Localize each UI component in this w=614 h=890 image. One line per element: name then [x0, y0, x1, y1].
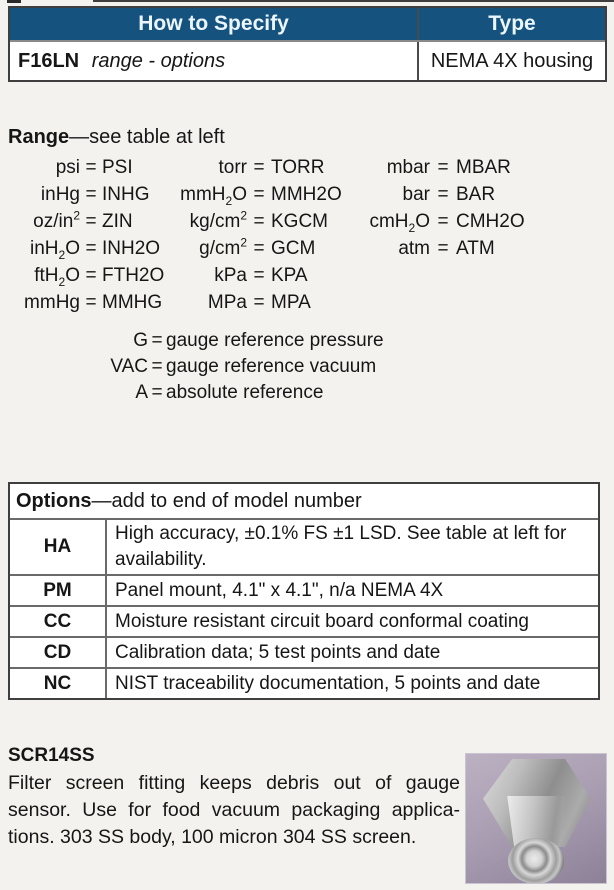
unit-order-code: BAR [456, 184, 496, 205]
unit-order-code: MMHG [102, 292, 163, 313]
unit-equation [8, 154, 183, 181]
unit-order-code: INH2O [102, 238, 161, 259]
option-row [10, 574, 598, 605]
option-code: CD [10, 638, 107, 667]
unit-order-code: FTH2O [102, 265, 165, 286]
option-description-text: Moisture resistant circuit board conformal coating [115, 610, 529, 632]
unit-symbol-text: O [65, 265, 80, 286]
unit-symbol-text: mmH [180, 184, 226, 205]
unit-symbol-text: bar [402, 184, 430, 205]
reference-code: G [133, 330, 148, 351]
equals-sign: = [437, 184, 449, 205]
unit-symbol-text: kg/cm [189, 211, 241, 232]
unit-equation [358, 235, 573, 262]
accessory-description-line: tions. 303 SS body, 100 micron 304 SS screen. [8, 826, 417, 848]
option-row [10, 636, 598, 667]
unit-symbol-text: mmHg [24, 292, 80, 313]
unit-symbol [358, 181, 430, 208]
range-section [8, 126, 606, 416]
unit-symbol [175, 154, 247, 181]
equals-sign: = [437, 211, 449, 232]
unit-equation [175, 262, 370, 289]
equals-sign: = [151, 330, 163, 351]
unit-order-code: KGCM [271, 211, 328, 232]
unit-symbol-text: MPa [207, 292, 247, 313]
unit-symbol-sup: 2 [240, 208, 247, 223]
equals-sign: = [85, 184, 97, 205]
option-description-text: Calibration data; 5 test points and date [115, 641, 441, 663]
unit-symbol-text: kPa [214, 265, 247, 286]
equals-sign: = [253, 265, 265, 286]
accessory-description-line: Filter screen fitting keeps debris out of gauge [8, 772, 460, 794]
range-unit-column-2 [175, 154, 370, 316]
unit-equation [8, 181, 183, 208]
unit-equation [175, 289, 370, 316]
unit-symbol [358, 235, 430, 262]
unit-symbol [358, 154, 430, 181]
unit-equation [175, 181, 370, 208]
spec-table-body-row [10, 40, 605, 80]
unit-order-code: KPA [271, 265, 308, 286]
accessory-description [8, 770, 460, 851]
unit-symbol [175, 208, 247, 235]
options-table-title [10, 484, 598, 518]
equals-sign: = [151, 382, 163, 403]
accessory-model-title: SCR14SS [8, 745, 95, 766]
unit-symbol-sup: 2 [73, 208, 80, 223]
unit-order-code: INHG [102, 184, 150, 205]
accessory-section [8, 744, 606, 884]
page-crop-line [93, 0, 614, 2]
unit-symbol-text: g/cm [199, 238, 241, 259]
option-row [10, 518, 598, 574]
model-number: F16LN [18, 50, 80, 72]
unit-symbol-sub: 2 [58, 274, 66, 289]
unit-equation [175, 208, 370, 235]
equals-sign: = [253, 292, 265, 313]
unit-symbol [175, 181, 247, 208]
reference-equation [8, 354, 568, 380]
unit-symbol-sub: 2 [58, 247, 66, 262]
equals-sign: = [85, 292, 97, 313]
option-description-text: NIST traceability documentation, 5 points and date [115, 672, 541, 694]
model-suffix: range - options [91, 50, 226, 72]
option-code: CC [10, 607, 107, 636]
options-table [8, 482, 600, 700]
unit-equation [358, 181, 573, 208]
equals-sign: = [253, 184, 265, 205]
unit-order-code: MMH2O [271, 184, 342, 205]
range-section-title [8, 126, 225, 148]
option-code: PM [10, 576, 107, 605]
reference-code: VAC [110, 356, 148, 377]
option-description [107, 669, 598, 698]
fitting-screen-tip-shape [508, 838, 564, 884]
unit-symbol-text: O [415, 211, 430, 232]
unit-symbol [175, 262, 247, 289]
reference-code: A [135, 382, 148, 403]
unit-equation [358, 208, 573, 235]
reference-equation [8, 328, 568, 354]
unit-symbol [8, 181, 80, 208]
equals-sign: = [151, 356, 163, 377]
unit-equation [358, 154, 573, 181]
unit-symbol-text: cmH [369, 211, 409, 232]
equals-sign: = [85, 238, 97, 259]
unit-order-code: CMH2O [456, 211, 525, 232]
option-row [10, 667, 598, 698]
spec-table-header-type: Type [417, 8, 605, 40]
options-title-suffix: —add to end of model number [91, 490, 362, 512]
unit-symbol [358, 208, 430, 235]
range-title-word: Range [8, 126, 70, 148]
spec-table [8, 6, 607, 82]
unit-equation [8, 262, 183, 289]
unit-symbol [8, 235, 80, 262]
unit-symbol [8, 289, 80, 316]
equals-sign: = [253, 157, 265, 178]
option-row [10, 605, 598, 636]
equals-sign: = [85, 157, 97, 178]
option-code: HA [10, 520, 107, 574]
unit-order-code: MBAR [456, 157, 511, 178]
unit-symbol-text: inH [30, 238, 59, 259]
unit-symbol-text: psi [55, 157, 80, 178]
reference-description: gauge reference vacuum [166, 356, 377, 377]
accessory-description-line: sensor. Use for food vacuum packaging applica- [8, 799, 460, 821]
page-crop-mark [7, 0, 21, 3]
unit-order-code: ZIN [102, 211, 133, 232]
unit-symbol-text: torr [218, 157, 247, 178]
unit-symbol [175, 289, 247, 316]
range-unit-list [8, 154, 606, 324]
unit-symbol-text: O [232, 184, 247, 205]
spec-model-cell [10, 42, 417, 80]
unit-order-code: MPA [271, 292, 311, 313]
unit-order-code: GCM [271, 238, 316, 259]
unit-symbol [8, 208, 80, 235]
reference-type-list [8, 328, 568, 406]
unit-symbol [8, 262, 80, 289]
unit-equation [8, 235, 183, 262]
range-unit-column-1 [8, 154, 183, 316]
unit-symbol-text: ftH [34, 265, 59, 286]
range-unit-column-3 [358, 154, 573, 262]
spec-table-header-how-to-specify: How to Specify [138, 12, 289, 35]
reference-description: absolute reference [166, 382, 324, 403]
unit-symbol [175, 235, 247, 262]
unit-symbol-text: mbar [386, 157, 430, 178]
options-title-word: Options [16, 490, 92, 512]
unit-symbol-text: O [65, 238, 80, 259]
equals-sign: = [85, 211, 97, 232]
option-description-text: Panel mount, 4.1" x 4.1", n/a NEMA 4X [115, 579, 444, 601]
stainless-filter-screen-fitting-photo [465, 753, 607, 884]
option-description [107, 607, 598, 636]
unit-symbol-text: inHg [40, 184, 80, 205]
unit-order-code: TORR [271, 157, 325, 178]
option-description-text: High accuracy, ±0.1% FS ±1 LSD. See table at left for availability. [115, 523, 567, 570]
option-description [107, 576, 598, 605]
unit-symbol-sub: 2 [408, 220, 416, 235]
equals-sign: = [437, 238, 449, 259]
unit-symbol-text: oz/in [33, 211, 74, 232]
unit-symbol-sup: 2 [240, 235, 247, 250]
equals-sign: = [85, 265, 97, 286]
reference-description: gauge reference pressure [166, 330, 384, 351]
spec-table-header-row [10, 8, 605, 40]
unit-symbol-text: atm [398, 238, 430, 259]
options-rows [10, 518, 598, 698]
range-title-suffix: —see table at left [69, 126, 225, 148]
option-description [107, 638, 598, 667]
unit-equation [175, 154, 370, 181]
equals-sign: = [437, 157, 449, 178]
unit-order-code: ATM [456, 238, 495, 259]
unit-equation [8, 208, 183, 235]
housing-type-value: NEMA 4X housing [417, 42, 605, 80]
unit-symbol [8, 154, 80, 181]
option-code: NC [10, 669, 107, 698]
unit-order-code: PSI [102, 157, 133, 178]
equals-sign: = [253, 238, 265, 259]
equals-sign: = [253, 211, 265, 232]
unit-symbol-sub: 2 [225, 193, 233, 208]
reference-equation [8, 380, 568, 406]
unit-equation [175, 235, 370, 262]
option-description [107, 520, 598, 574]
unit-equation [8, 289, 183, 316]
